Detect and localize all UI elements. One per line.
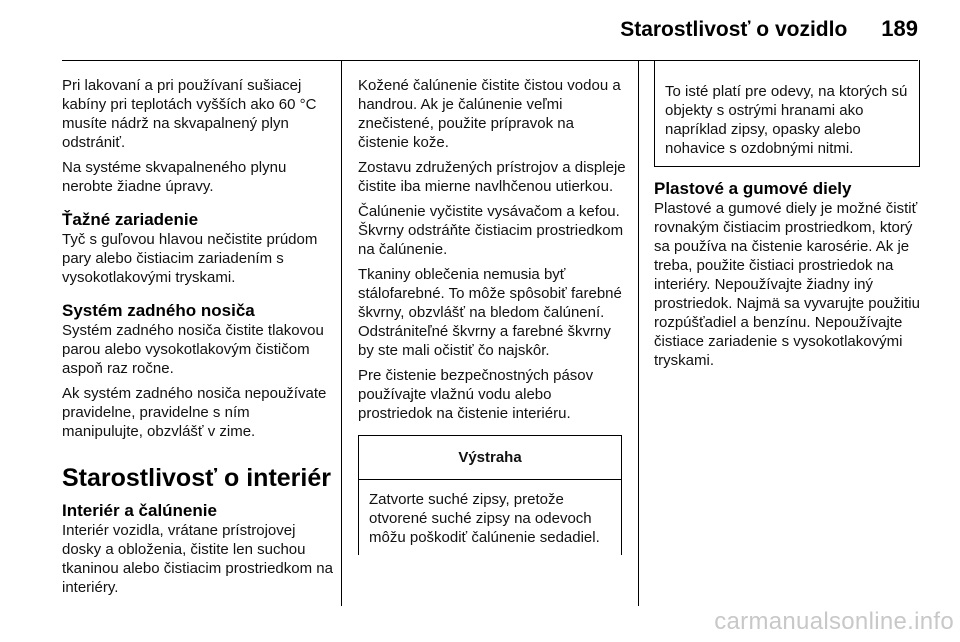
heading-rear-carrier: Systém zadného nosiča [62, 301, 255, 320]
paragraph-lpg-modifications: Na systéme skvapalneného plynu nerobte žiadne úpravy. [62, 159, 287, 195]
heading-interior-upholstery: Interiér a čalúnenie [62, 501, 217, 520]
warning-text: Zatvorte suché zipsy, pretože otvorené suché zipsy na odevoch môžu poškodiť čalúnenie sedadiel. [369, 491, 600, 546]
warning-title: Výstraha [359, 436, 621, 480]
paragraph-instruments: Zostavu združených prístrojov a displeje čistite iba mierne navlhčenou utierkou. [358, 159, 626, 195]
warning-continuation-box [654, 60, 920, 167]
section-title-interior: Starostlivosť o interiér [62, 464, 331, 492]
heading-plastic-rubber: Plastové a gumové diely [654, 179, 852, 198]
header-title: Starostlivosť o vozidlo [620, 18, 848, 41]
column-2 [358, 76, 626, 555]
column-3 [654, 60, 922, 376]
paragraph-seat-belts: Pre čistenie bezpečnostných pásov používajte vlažnú vodu alebo prostriedok na čistenie interiéru. [358, 367, 594, 422]
paragraph-lpg-painting: Pri lakovaní a pri používaní sušiacej kabíny pri teplotách vyšších ako 60 °C musíte nádrž na skvapalnený plyn odstrániť. [62, 77, 317, 151]
watermark: carmanualsonline.info [714, 608, 954, 635]
paragraph-vacuum: Čalúnenie vyčistite vysávačom a kefou. Škvrny odstráňte čistiacim prostriedkom na čalúnenie. [358, 203, 624, 258]
page-number: 189 [881, 16, 918, 41]
paragraph-interior-upholstery: Interiér vozidla, vrátane prístrojovej dosky a obloženia, čistite len suchou tkaninou alebo čistiacim prostriedkom na interiéry. [62, 522, 333, 596]
paragraph-plastic-rubber: Plastové a gumové diely je možné čistiť rovnakým čistiacim prostriedkom, ktorý sa používa na čistenie karosérie. Ak je treba, použite čistiaci prostriedok na interiéry. Nepoužívajte žiadny iný prostriedok. Najmä sa vyvarujte použitiu rozpúšťadiel a benzínu. Nepoužívajte čistiace zariadenie s vysokotlakovými tryskami. [654, 200, 920, 369]
heading-tow-bar: Ťažné zariadenie [62, 210, 199, 229]
paragraph-rear-carrier-2: Ak systém zadného nosiča nepoužívate pravidelne, pravidelne s ním manipulujte, obzvlášť v zime. [62, 385, 327, 440]
warning-box [358, 435, 622, 555]
paragraph-tow-bar: Tyč s guľovou hlavou nečistite prúdom pary alebo čistiacim zariadením s vysokotlakovými tryskami. [62, 231, 318, 286]
paragraph-fabrics: Tkaniny oblečenia nemusia byť stálofarebné. To môže spôsobiť farebné škvrny, obzvlášť na bledom čalúnení. Odstrániteľné škvrny a farebné škvrny by ste mali očistiť čo najskôr. [358, 266, 622, 359]
column-divider-1 [341, 60, 342, 606]
page-header [620, 16, 918, 48]
column-1 [62, 76, 334, 603]
warning-continuation-text: To isté platí pre odevy, na ktorých sú objekty s ostrými hranami ako napríklad zipsy, opasky alebo nohavice s ozdobnými nitmi. [665, 83, 908, 157]
paragraph-rear-carrier-1: Systém zadného nosiča čistite tlakovou parou alebo vysokotlakovým čističom aspoň raz ročne. [62, 322, 324, 377]
paragraph-leather: Kožené čalúnenie čistite čistou vodou a handrou. Ak je čalúnenie veľmi znečistené, použite prípravok na čistenie kože. [358, 77, 621, 151]
column-divider-2 [638, 60, 639, 606]
